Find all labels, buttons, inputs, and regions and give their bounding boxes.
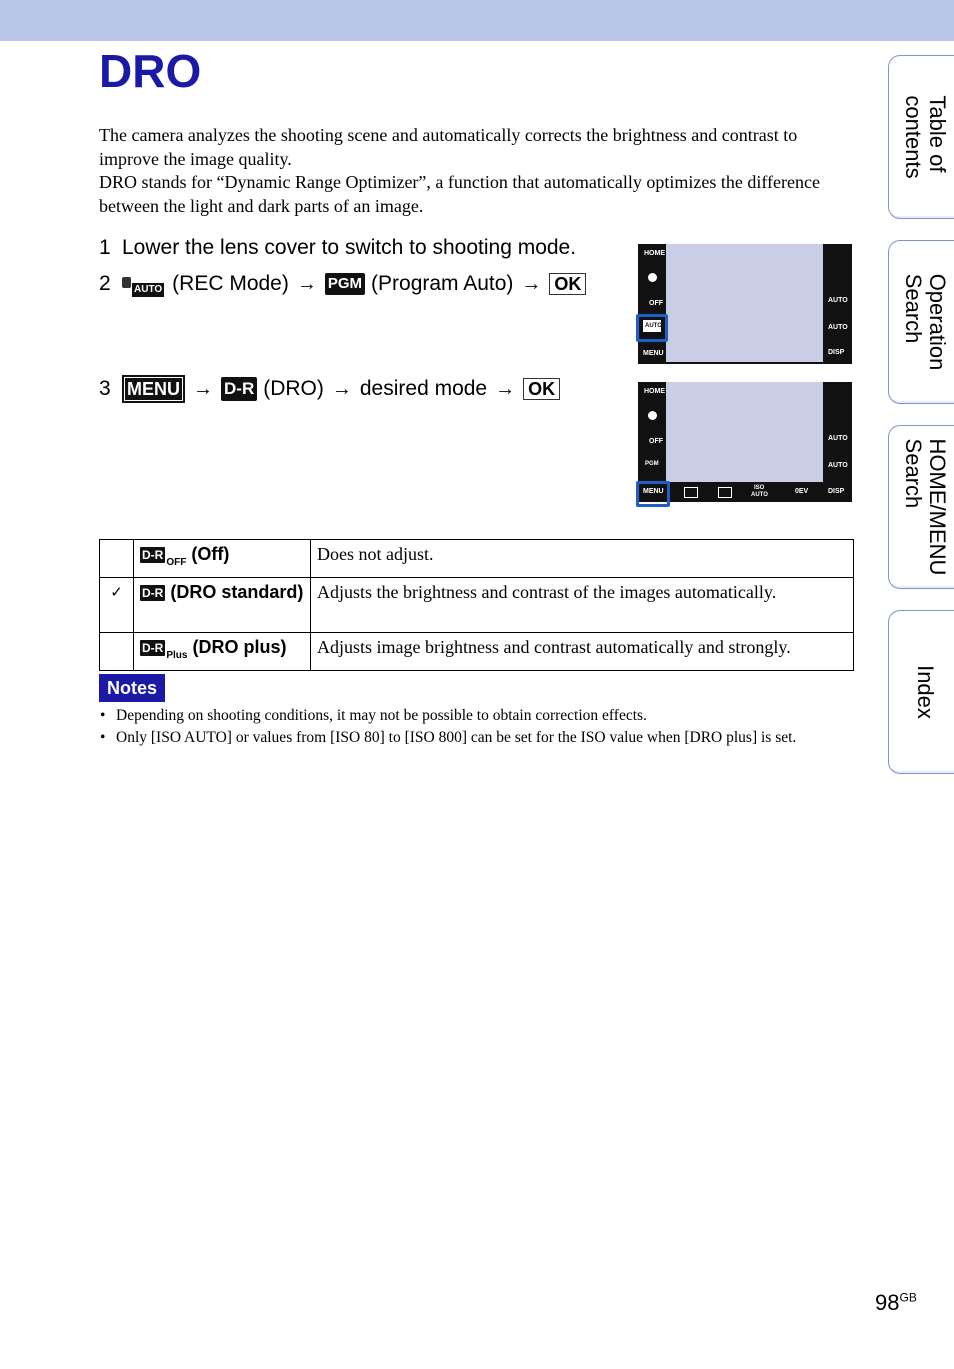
macro-auto-label: AUTO (828, 462, 848, 469)
dro-off-icon: D-R (142, 548, 164, 563)
flash-auto-label: AUTO (828, 435, 848, 442)
intro-text (99, 124, 859, 218)
program-auto-label: PGM (645, 461, 659, 467)
mode-name (134, 633, 311, 671)
lcd-disp-label: DISP (828, 349, 845, 356)
desired-mode-text: desired mode (359, 377, 488, 400)
page-number-suffix: GB (899, 1290, 917, 1305)
smile-off-label: OFF (649, 438, 663, 445)
face-detect-icon (648, 411, 657, 420)
program-auto-text: (Program Auto) (371, 272, 514, 295)
tab-operation-search[interactable] (888, 240, 954, 404)
camera-icon (122, 277, 131, 288)
page-title: DRO (99, 45, 202, 97)
rec-mode-icon (122, 271, 164, 297)
dro-text: (DRO) (263, 377, 324, 400)
list-item: • Only [ISO AUTO] or values from [ISO 80] to [ISO 800] can be set for the ISO value when [DRO plus] is set. (99, 727, 859, 749)
tab-label: Operation Search (900, 273, 950, 371)
mode-description: Adjusts image brightness and contrast automatically and strongly. (311, 633, 854, 671)
default-check-icon: ✓ (100, 578, 134, 633)
default-check (100, 540, 134, 578)
iso-label: ISO (754, 485, 765, 491)
lcd-home-label: HOME (644, 250, 665, 257)
arrow-icon: → (495, 377, 516, 400)
tab-label: HOME/MENU Search (900, 438, 950, 576)
notes-label: Notes (99, 674, 165, 702)
step-1 (99, 236, 576, 260)
mode-name-text: (DRO plus) (192, 637, 287, 657)
tab-home-menu-search[interactable] (888, 425, 954, 589)
metering-icon (684, 487, 698, 498)
face-detect-icon (648, 273, 657, 282)
lcd-disp-label: DISP (828, 488, 845, 495)
tab-label: Index (912, 665, 938, 719)
page-number-value: 98 (875, 1290, 900, 1315)
arrow-icon: → (193, 377, 213, 400)
table-row (100, 540, 854, 578)
mode-description: Does not adjust. (311, 540, 854, 578)
arrow-icon: → (331, 377, 352, 400)
rec-mode-icon-label: AUTO (134, 284, 163, 295)
notes-list (99, 705, 859, 749)
dro-plus-icon: D-R (142, 641, 164, 656)
step-3 (99, 375, 560, 403)
lcd-menu-label: MENU (643, 488, 664, 495)
step-number: 3 (99, 377, 111, 400)
mode-name (134, 540, 311, 578)
lcd-preview-area (666, 382, 823, 482)
tab-label: Table of contents (900, 95, 950, 179)
step-number: 2 (99, 272, 111, 295)
macro-auto-label: AUTO (828, 324, 848, 331)
header-band (0, 0, 954, 41)
dro-off-icon-sub: OFF (166, 557, 187, 568)
flash-auto-label: AUTO (828, 297, 848, 304)
list-item: • Depending on shooting conditions, it may not be possible to obtain correction effects. (99, 705, 859, 727)
intro-paragraph-1: The camera analyzes the shooting scene and automatically corrects the brightness and contrast to improve the image quality. (99, 125, 798, 169)
mode-name-text: (Off) (191, 544, 230, 564)
dro-mode-table (99, 539, 854, 671)
arrow-icon: → (521, 272, 542, 295)
lcd-preview-area (666, 244, 823, 362)
mode-description: Adjusts the brightness and contrast of the images automatically. (311, 578, 854, 633)
rec-mode-icon-label: AUTO (645, 323, 662, 329)
lcd-screen-rec-mode (638, 244, 852, 364)
ok-button-icon: OK (523, 378, 560, 400)
step-2 (99, 271, 586, 297)
tab-table-of-contents[interactable] (888, 55, 954, 219)
step-number: 1 (99, 236, 111, 259)
ev-label: 0EV (795, 488, 809, 495)
smile-off-label: OFF (649, 300, 663, 307)
intro-paragraph-2: DRO stands for “Dynamic Range Optimizer”, a function that automatically optimizes the difference between the light and dark parts of an image. (99, 172, 820, 216)
table-row (100, 578, 854, 633)
iso-auto-label: AUTO (751, 492, 768, 498)
arrow-icon: → (296, 272, 317, 295)
lcd-menu-label: MENU (643, 350, 664, 357)
lcd-screen-menu (638, 382, 852, 502)
table-row (100, 633, 854, 671)
step-text: Lower the lens cover to switch to shooting mode. (122, 236, 577, 259)
ok-button-icon: OK (549, 273, 586, 295)
rec-mode-text: (REC Mode) (172, 272, 289, 295)
mode-name (134, 578, 311, 633)
focus-icon (718, 487, 732, 498)
default-check (100, 633, 134, 671)
program-auto-icon: PGM (325, 273, 365, 295)
mode-name-text: (DRO standard) (170, 582, 304, 602)
tab-index[interactable] (888, 610, 954, 774)
dro-standard-icon: D-R (142, 586, 164, 601)
menu-button-icon: MENU (122, 375, 185, 403)
dro-icon: D-R (221, 377, 257, 401)
dro-plus-icon-sub: Plus (166, 650, 188, 661)
lcd-home-label: HOME (644, 388, 665, 395)
page-number (875, 1290, 917, 1316)
